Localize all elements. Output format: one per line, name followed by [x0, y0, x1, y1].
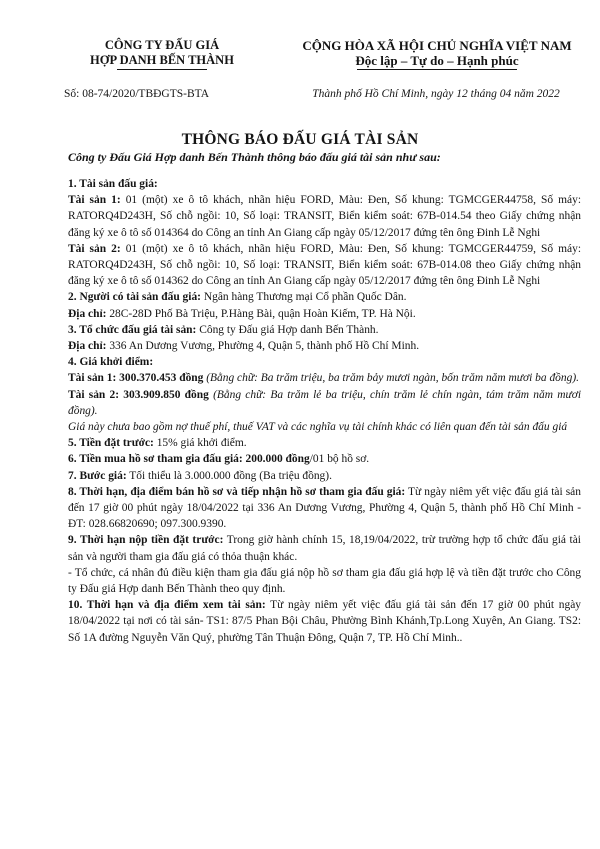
asset-2-label: Tài sản 2: — [68, 242, 121, 255]
price-note: Giá này chưa bao gồm nợ thuế phí, thuế VAT và các nghĩa vụ tài chính khác có liên quan đến tài sản đấu giá — [68, 421, 568, 434]
section-5: 5. Tiền đặt trước: 15% giá khởi điểm. — [68, 437, 247, 450]
motto-underline — [357, 69, 517, 70]
national-header — [290, 38, 584, 70]
motto: Độc lập – Tự do – Hạnh phúc — [355, 53, 519, 68]
document-title: THÔNG BÁO ĐẤU GIÁ TÀI SẢN — [181, 131, 419, 148]
place-date: Thành phố Hồ Chí Minh, ngày 12 tháng 04 năm 2022 — [312, 88, 560, 100]
section-6: 6. Tiền mua hồ sơ tham gia đấu giá: 200.000 đồng/01 bộ hồ sơ. — [68, 453, 370, 466]
starting-price-asset-2: Tài sản 2: 303.909.850 đồng (Bằng chữ: Ba trăm lẻ ba triệu, chín trăm lẻ chín ngàn, tám trăm năm mươi đồng). — [68, 388, 582, 417]
section-2 — [68, 289, 581, 305]
asset-2-text: 01 (một) xe ô tô khách, nhãn hiệu FORD, Màu: Đen, Số khung: TGMCGER44759, Số máy: RATORQ4D243H, Số chỗ ngồi: 10, Số loại: TRANSIT, Biển kiểm soát: 67B-014.08 theo Giấy chứng nhận đăng ký xe ô tô số 014362 do Công an tỉnh An Giang cấp ngày 05/12/2017 đứng tên ông Đinh Lễ Nghi — [68, 242, 581, 288]
section-4-heading: 4. Giá khởi điểm: — [68, 356, 154, 369]
section-9-note: - Tổ chức, cá nhân đủ điều kiện tham gia đấu giá nộp hồ sơ tham gia đấu giá hợp lệ và tiền đặt trước cho Công ty Đấu giá Hợp danh Bến Thành theo quy định. — [68, 566, 581, 596]
document-body — [68, 176, 581, 646]
asset-1-paragraph — [68, 192, 581, 241]
starting-price-asset-1: Tài sản 1: 300.370.453 đồng (Bằng chữ: Ba trăm triệu, ba trăm bảy mươi ngàn, bốn trăm năm mươi ba đồng). — [68, 372, 579, 385]
section-2-address: Địa chỉ: 28C-28D Phố Bà Triệu, P.Hàng Bài, quận Hoàn Kiếm, TP. Hà Nội. — [68, 307, 416, 320]
asset-1-label: Tài sản 1: — [68, 194, 121, 207]
section-3-address: Địa chỉ: 336 An Dương Vương, Phường 4, Quận 5, thành phố Hồ Chí Minh. — [68, 340, 420, 353]
asset-2-paragraph — [68, 241, 581, 290]
section-1-heading: 1. Tài sản đấu giá: — [68, 178, 158, 190]
country-name: CỘNG HÒA XÃ HỘI CHỦ NGHĨA VIỆT NAM — [302, 38, 572, 53]
section-8: 8. Thời hạn, địa điểm bán hồ sơ và tiếp nhận hồ sơ tham gia đấu giá: Từ ngày niêm yết việc đấu giá tài sản đến 17 giờ 00 phút ngày 18/04/2022 tại 336 An Dương Vương, Phường 4, Quận 5, thành phố Hồ Chí Minh - ĐT: 028.66820690; 097.300.9390. — [68, 485, 581, 531]
section-3-text: Công ty Đấu giá Hợp danh Bến Thành. — [196, 323, 379, 336]
section-7: 7. Bước giá: Tối thiểu là 3.000.000 đồng (Ba triệu đồng). — [68, 469, 332, 482]
org-name-line2: HỢP DANH BẾN THÀNH — [90, 53, 234, 67]
organization-header — [72, 38, 252, 70]
section-3 — [68, 322, 581, 338]
asset-1-text: 01 (một) xe ô tô khách, nhãn hiệu FORD, Màu: Đen, Số khung: TGMCGER44758, Số máy: RATORQ4D243H, Số chỗ ngồi: 10, Số loại: TRANSIT, Biển kiểm soát: 67B-014.54 theo Giấy chứng nhận đăng ký xe ô tô số 014364 do Công an tỉnh An Giang cấp ngày 05/12/2017 đứng tên ông Đinh Lễ Nghi — [68, 194, 581, 239]
section-3-heading: 3. Tổ chức đấu giá tài sản: — [68, 323, 197, 336]
reference-number: Số: 08-74/2020/TBĐGTS-BTA — [64, 88, 210, 100]
section-10: 10. Thời hạn và địa điểm xem tài sản: Từ ngày niêm yết việc đấu giá tài sản đến 17 giờ 00 phút ngày 18/04/2022 tại nơi có tài sản- TS1: 87/5 Phan Bội Châu, Phường Bình Khánh,Tp.Long Xuyên, An Giang. TS2: Số 1A đường Nguyễn Văn Quý, phường Tân Thuận Đông, Quận 7, TP. Hồ Chí Minh.. — [68, 599, 581, 644]
section-9: 9. Thời hạn nộp tiền đặt trước: Trong giờ hành chính 15, 18,19/04/2022, trừ trường hợp tổ chức đấu giá tài sản và người tham gia đấu giá có thỏa thuận khác. — [68, 534, 581, 563]
section-2-text: Ngân hàng Thương mại Cổ phần Quốc Dân. — [200, 291, 407, 304]
section-2-heading: 2. Người có tài sản đấu giá: — [68, 291, 201, 304]
org-name-line1: CÔNG TY ĐẤU GIÁ — [104, 38, 220, 52]
org-underline — [117, 69, 207, 70]
intro-line: Công ty Đấu Giá Hợp danh Bến Thành thông báo đấu giá tài sản như sau: — [68, 150, 441, 164]
